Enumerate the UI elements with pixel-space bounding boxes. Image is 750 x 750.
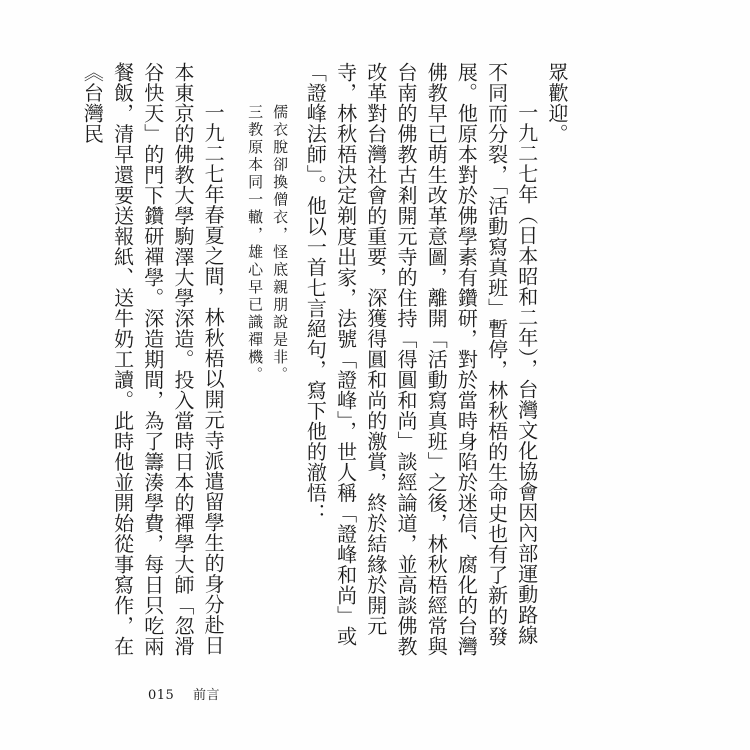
- paragraph-2: 一九二七年（日本昭和二年），台灣文化協會因內部運動路線不同而分裂，「活動寫真班」暫停，林秋梧的生命史也有了新的發展。他原本對於佛學素有鑽研，對於當時身陷於迷信、腐化的台灣佛教早已萌生改革意圖，離開「活動寫真班」之後，林秋梧經常與台南的佛教古剎開元寺的住持「得圓和尚」談經論道，並高談佛教改革對台灣社會的重要，深獲得圓和尚的激賞，終於結緣於開元寺，林秋梧決定剃度出家，法號「證峰」，世人稱「證峰和尚」或「證峰法師」。他以一首七言絕句，寫下他的澈悟：: [303, 62, 539, 657]
- poem-block: [242, 62, 292, 662]
- poem-line-1: 儒衣脫卻換僧衣，怪底親朋說是非。: [271, 104, 290, 384]
- paragraph-3: 一九二七年春夏之間，林秋梧以開元寺派遣留學生的身分赴日本東京的佛教大學駒澤大學深造。投入當時日本的禪學大師「忽滑谷快天」的門下鑽研禪學。深造期間，為了籌湊學費，每日只吃兩餐飯，清早還要送報紙、送牛奶工讀。此時他並開始從事寫作，在《台灣民: [80, 62, 226, 657]
- page-number: 015: [148, 688, 175, 703]
- poem-line-2: 三教原本同一轍，雄心早已識禪機。: [246, 104, 265, 384]
- paragraph-1: 眾歡迎。: [545, 62, 569, 144]
- page-footer: [148, 684, 220, 703]
- section-title: 前言: [192, 688, 220, 703]
- vertical-text-body: [77, 62, 572, 662]
